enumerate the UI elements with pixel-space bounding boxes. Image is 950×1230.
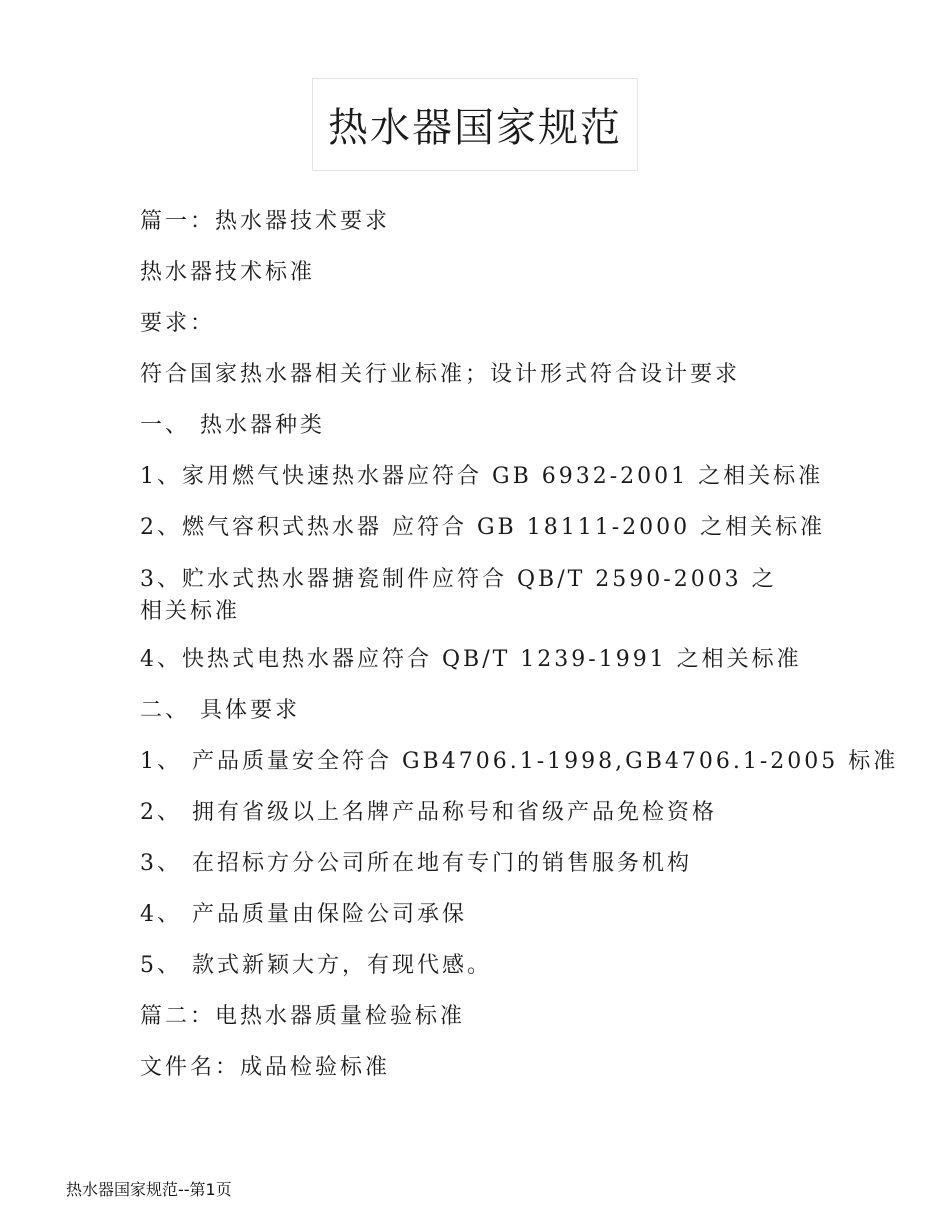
document-title: 热水器国家规范	[328, 105, 622, 151]
paragraph-filename: 文件名：成品检验标准	[140, 1055, 391, 1080]
list-item-type-2: 2、燃气容积式热水器 应符合 GB 18111-2000 之相关标准	[140, 515, 826, 540]
list-item-requirement-5: 5、 款式新颖大方，有现代感。	[140, 953, 492, 978]
list-item-type-4: 4、快热式电热水器应符合 QB/T 1239-1991 之相关标准	[140, 647, 802, 672]
subheading-heater-types: 一、 热水器种类	[140, 413, 325, 438]
section-heading-part2: 篇二：电热水器质量检验标准	[140, 1004, 466, 1029]
title-box	[312, 78, 638, 171]
page-footer: 热水器国家规范--第1页	[66, 1180, 232, 1199]
list-item-requirement-3: 3、 在招标方分公司所在地有专门的销售服务机构	[140, 851, 692, 876]
list-item-requirement-2: 2、 拥有省级以上名牌产品称号和省级产品免检资格	[140, 800, 717, 825]
document-body	[140, 207, 899, 1104]
list-item-type-1: 1、家用燃气快速热水器应符合 GB 6932-2001 之相关标准	[140, 464, 824, 489]
paragraph-requirements-label: 要求：	[140, 311, 216, 336]
paragraph-compliance: 符合国家热水器相关行业标准；设计形式符合设计要求	[140, 362, 741, 387]
list-item-requirement-1: 1、 产品质量安全符合 GB4706.1-1998,GB4706.1-2005 标准	[140, 749, 899, 774]
list-item-type-3: 3、贮水式热水器搪瓷制件应符合 QB/T 2590-2003 之相关标准	[140, 567, 777, 624]
paragraph-tech-standard: 热水器技术标准	[140, 260, 316, 285]
section-heading-part1: 篇一：热水器技术要求	[140, 209, 391, 234]
subheading-specific-requirements: 二、 具体要求	[140, 698, 300, 723]
list-item-requirement-4: 4、 产品质量由保险公司承保	[140, 902, 467, 927]
